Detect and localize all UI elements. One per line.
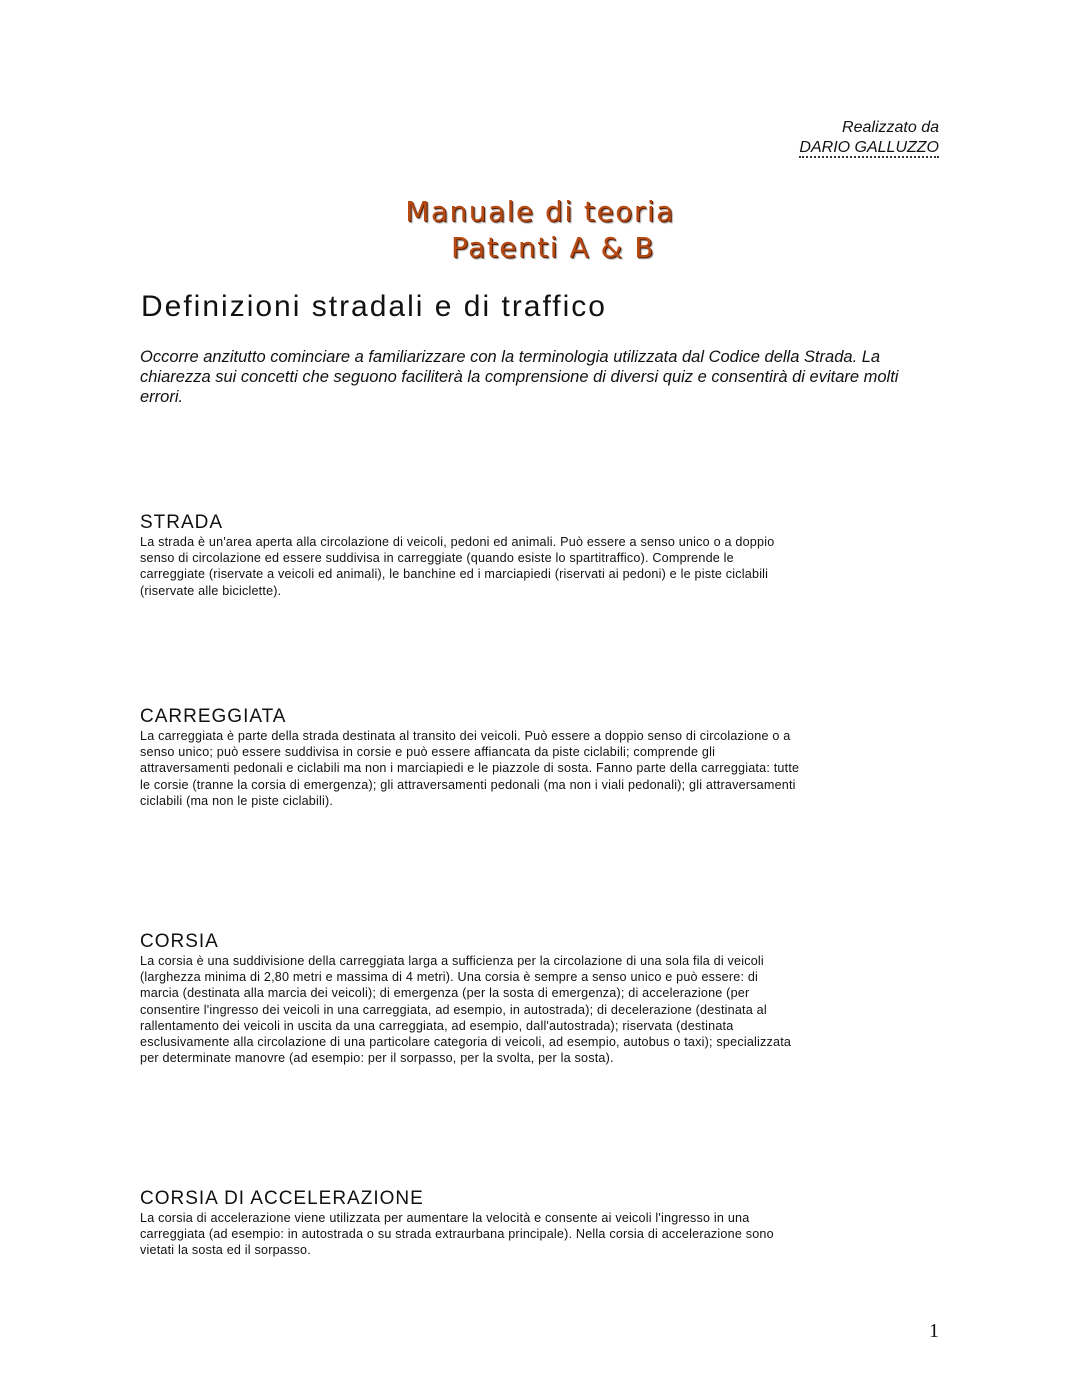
definition-text: La corsia di accelerazione viene utilizzata per aumentare la velocità e consente ai veicoli l'ingresso in una carreggiata (ad esempio: in autostrada o su strada extraurbana principale). Nella corsia di accelerazione sono vietati la sosta ed il sorpasso. [140, 1211, 774, 1258]
author-label: Realizzato da [842, 119, 939, 136]
definition-term: CARREGGIATA [140, 706, 287, 727]
definition-term: CORSIA DI ACCELERAZIONE [140, 1188, 424, 1209]
definition-term: CORSIA [140, 931, 219, 952]
definition-strada [140, 512, 800, 599]
title-line-1: Manuale di teoria [405, 195, 675, 228]
definition-corsia-di-accelerazione [140, 1188, 800, 1259]
definition-corsia [140, 931, 800, 1066]
section-heading: Definizioni stradali e di traffico [141, 290, 607, 323]
definition-carreggiata [140, 706, 800, 809]
title-line-2: Patenti A & B [451, 231, 655, 264]
definition-text: La carreggiata è parte della strada destinata al transito dei veicoli. Può essere a doppio senso di circolazione o a senso unico; può essere suddivisa in corsie e può essere affiancata da piste ciclabili; comprende gli attraversamenti pedonali e ciclabili ma non i marciapiedi e le piazzole di sosta. Fanno parte della carreggiata: tutte le corsie (tranne la corsia di emergenza); gli attraversamenti pedonali (ma non i viali pedonali); gli attraversamenti ciclabili (ma non le piste ciclabili). [140, 729, 800, 808]
page-number: 1 [929, 1320, 939, 1342]
author-block [799, 118, 939, 158]
definition-text: La corsia è una suddivisione della carreggiata larga a sufficienza per la circolazione di una sola fila di veicoli (larghezza minima di 2,80 metri e massima di 4 metri). Una corsia è sempre a senso unico e può essere: di marcia (destinata alla marcia dei veicoli); di emergenza (per la sosta di emergenza); di accelerazione (per consentire l'ingresso dei veicoli in una carreggiata, ad esempio, in autostrada); di decelerazione (destinata al rallentamento dei veicoli in uscita da una carreggiata, ad esempio, dall'autostrada); riservata (destinata esclusivamente alla circolazione di una particolare categoria di veicoli, ad esempio, autobus o taxi); specializzata per determinate manovre (ad esempio: per il sorpasso, per la svolta, per la sosta). [140, 954, 792, 1066]
definition-text: La strada è un'area aperta alla circolazione di veicoli, pedoni ed animali. Può essere a senso unico o a doppio senso di circolazione ed essere suddivisa in carreggiate (quando esiste lo spartitraffico). Comprende le carreggiate (riservate a veicoli ed animali), le banchine ed i marciapiedi (riservati ai pedoni) e le piste ciclabili (riservate alle biciclette). [140, 535, 775, 598]
definition-term: STRADA [140, 512, 224, 533]
author-name: DARIO GALLUZZO [799, 139, 939, 156]
intro-paragraph: Occorre anzitutto cominciare a familiarizzare con la terminologia utilizzata dal Codice della Strada. La chiarezza sui concetti che seguono faciliterà la comprensione di diversi quiz e consentirà di evitare molti errori. [140, 348, 899, 406]
document-title [0, 194, 1080, 266]
